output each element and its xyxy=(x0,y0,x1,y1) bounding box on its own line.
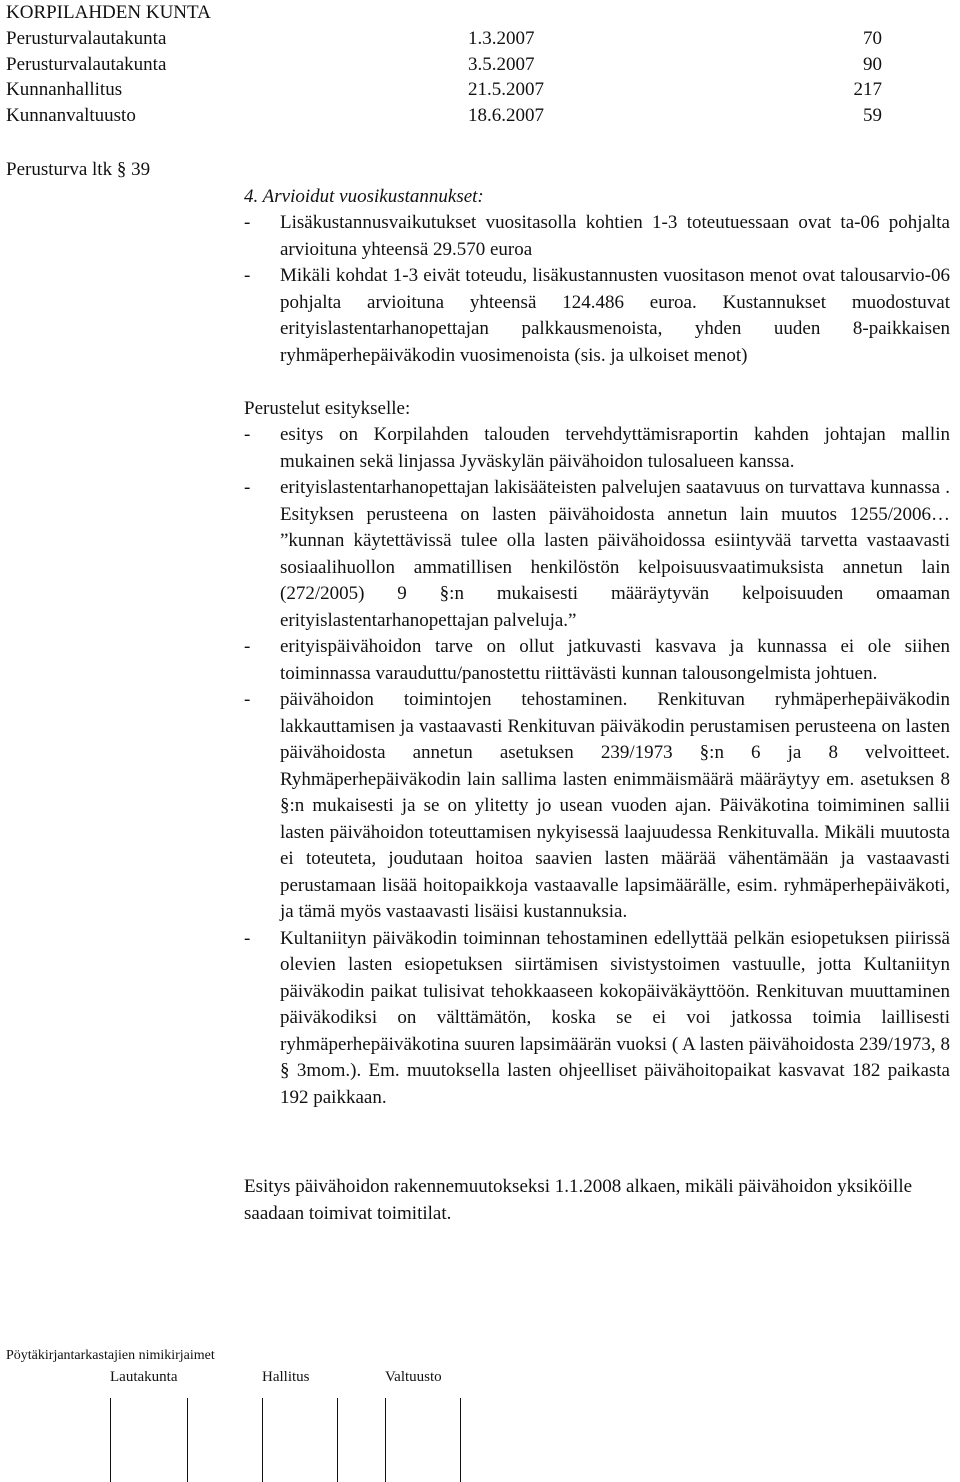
list-item xyxy=(244,475,950,634)
dash-bullet: - xyxy=(244,424,251,445)
signature-line xyxy=(385,1398,386,1482)
footer-hallitus-label: Hallitus xyxy=(262,1369,310,1385)
meta-date-4: 18.6.2007 xyxy=(468,105,544,126)
meta-date-2: 3.5.2007 xyxy=(468,54,535,75)
dash-bullet: - xyxy=(244,212,251,233)
list-item-text: Mikäli kohdat 1-3 eivät toteudu, lisäkustannusten vuositason menot ovat talousarvio-06 pohjalta arvioituna yhteensä 124.486 euroa. Kustannukset muodostuvat erityislastentarhanopettajan palkkausmenoista, yhden uuden 8-paikkaisen ryhmäperhepäiväkodin vuosimenoista (sis. ja ulkoiset menot) xyxy=(280,265,950,366)
footer-valtuusto-label: Valtuusto xyxy=(385,1369,442,1385)
list-item-text: Lisäkustannusvaikutukset vuositasolla kohtien 1-3 toteutuessaan ovat ta-06 pohjalta arvioituna yhteensä 29.570 euroa xyxy=(280,212,950,260)
section-4-heading: 4. Arvioidut vuosikustannukset: xyxy=(244,186,484,207)
signature-line xyxy=(337,1398,338,1482)
meta-body-3: Kunnanhallitus xyxy=(6,79,123,100)
footer-title: Pöytäkirjantarkastajien nimikirjaimet xyxy=(6,1348,215,1363)
list-item-text: esitys on Korpilahden talouden tervehdyttämisraportin kahden johtajan mallin mukainen sekä linjassa Jyväskylän päivähoidon tulosalueen kanssa. xyxy=(280,424,950,472)
dash-bullet: - xyxy=(244,927,251,949)
signature-line xyxy=(187,1398,188,1482)
meta-num-1: 70 xyxy=(863,28,882,49)
meta-num-2: 90 xyxy=(863,54,882,75)
dash-bullet: - xyxy=(244,265,251,286)
list-item-text: erityispäivähoidon tarve on ollut jatkuvasti kasvava ja kunnassa ei ole siihen toiminnassa varauduttu/panostettu riittävästi kunnan talousongelmista johtuen. xyxy=(280,636,950,684)
list-item xyxy=(244,687,950,926)
municipality-name: KORPILAHDEN KUNTA xyxy=(6,2,211,23)
meta-date-1: 1.3.2007 xyxy=(468,28,535,49)
list-item xyxy=(244,210,950,263)
dash-bullet: - xyxy=(244,636,251,657)
meta-body-1: Perusturvalautakunta xyxy=(6,28,167,49)
footer-lautakunta-label: Lautakunta xyxy=(110,1369,178,1385)
section-reference: Perusturva ltk § 39 xyxy=(6,159,151,180)
signature-line xyxy=(460,1398,461,1482)
list-item xyxy=(244,263,950,369)
proposal-paragraph: Esitys päivähoidon rakennemuutokseksi 1.1.2008 alkaen, mikäli päivähoidon yksiköille saadaan toimivat toimitilat. xyxy=(244,1176,913,1224)
list-item xyxy=(244,422,950,475)
meta-body-4: Kunnanvaltuusto xyxy=(6,105,136,126)
signature-line xyxy=(262,1398,263,1482)
list-item xyxy=(244,926,950,1112)
list-item xyxy=(244,634,950,687)
meta-num-3: 217 xyxy=(853,79,882,100)
signature-line xyxy=(110,1398,111,1482)
meta-num-4: 59 xyxy=(863,105,882,126)
perustelut-heading: Perustelut esitykselle: xyxy=(244,398,411,419)
meta-body-2: Perusturvalautakunta xyxy=(6,54,167,75)
list-item-text: päivähoidon toimintojen tehostaminen. Renkituvan ryhmäperhepäiväkodin lakkauttamisen ja vastaavasti Renkituvan päiväkodin perustamisen perusteena on lasten päivähoidosta annetun asetuksen 239/1973 §:n 6 ja 8 velvoitteet. Ryhmäperhepäiväkodin lain sallima lasten enimmäismäärä määräytyy em. asetuksen 8 §:n mukaisesti ja se on ylitetty jo usean vuoden ajan. Päiväkotina toimiminen sallii lasten päivähoidon toteuttamisen nykyisessä laajuudessa Renkituvalla. Mikäli muutosta ei toteuteta, joudutaan hoitoa saavien lasten määrää vähentämään ja vastaavasti perustamaan lisää hoitopaikkoja vastaavalle lapsimäärälle, esim. ryhmäperhepäiväkoti, ja tämä myös vastaavasti lisäisi kustannuksia. xyxy=(280,689,950,922)
dash-bullet: - xyxy=(244,689,251,710)
list-item-text: erityislastentarhanopettajan lakisääteisten palvelujen saatavuus on turvattava kunnassa . Esityksen perusteena on lasten päivähoidosta annetun lain muutos 1255/2006… ”kunnan käytettävissä tulee olla lasten päivähoidossa esiintyvää tarvetta vastaavasti sosiaalihuollon ammatillisen henkilöstön kelpoisuusvaatimuksista annetun lain (272/2005) 9 §:n mukaisesti määräytyvän kelpoisuuden omaaman erityislastentarhanopettajan palveluja.” xyxy=(280,477,950,631)
meta-date-3: 21.5.2007 xyxy=(468,79,544,100)
dash-bullet: - xyxy=(244,477,251,498)
list-item-text: Kultaniityn päiväkodin toiminnan tehostaminen edellyttää pelkän esiopetuksen piirissä olevien lasten esiopetuksen siirtämisen sivistystoimen vastuulle, jotta Kultaniityn päiväkodin paikat tulisivat tehokkaaseen kokopäiväkäyttöön. Renkituvan muuttaminen päiväkodiksi on välttämätön, koska se ei voi jatkossa toimia laillisesti ryhmäperhepäiväkotina suuren lapsimäärän vuoksi ( A lasten päivähoidosta 239/1973, 8 § 3mom.). Em. muutoksella lasten ohjeelliset päivähoitopaikat kasvavat 182 paikasta 192 paikkaan. xyxy=(280,927,950,1108)
perustelut-list xyxy=(244,422,950,1111)
section-4-list xyxy=(244,210,950,369)
